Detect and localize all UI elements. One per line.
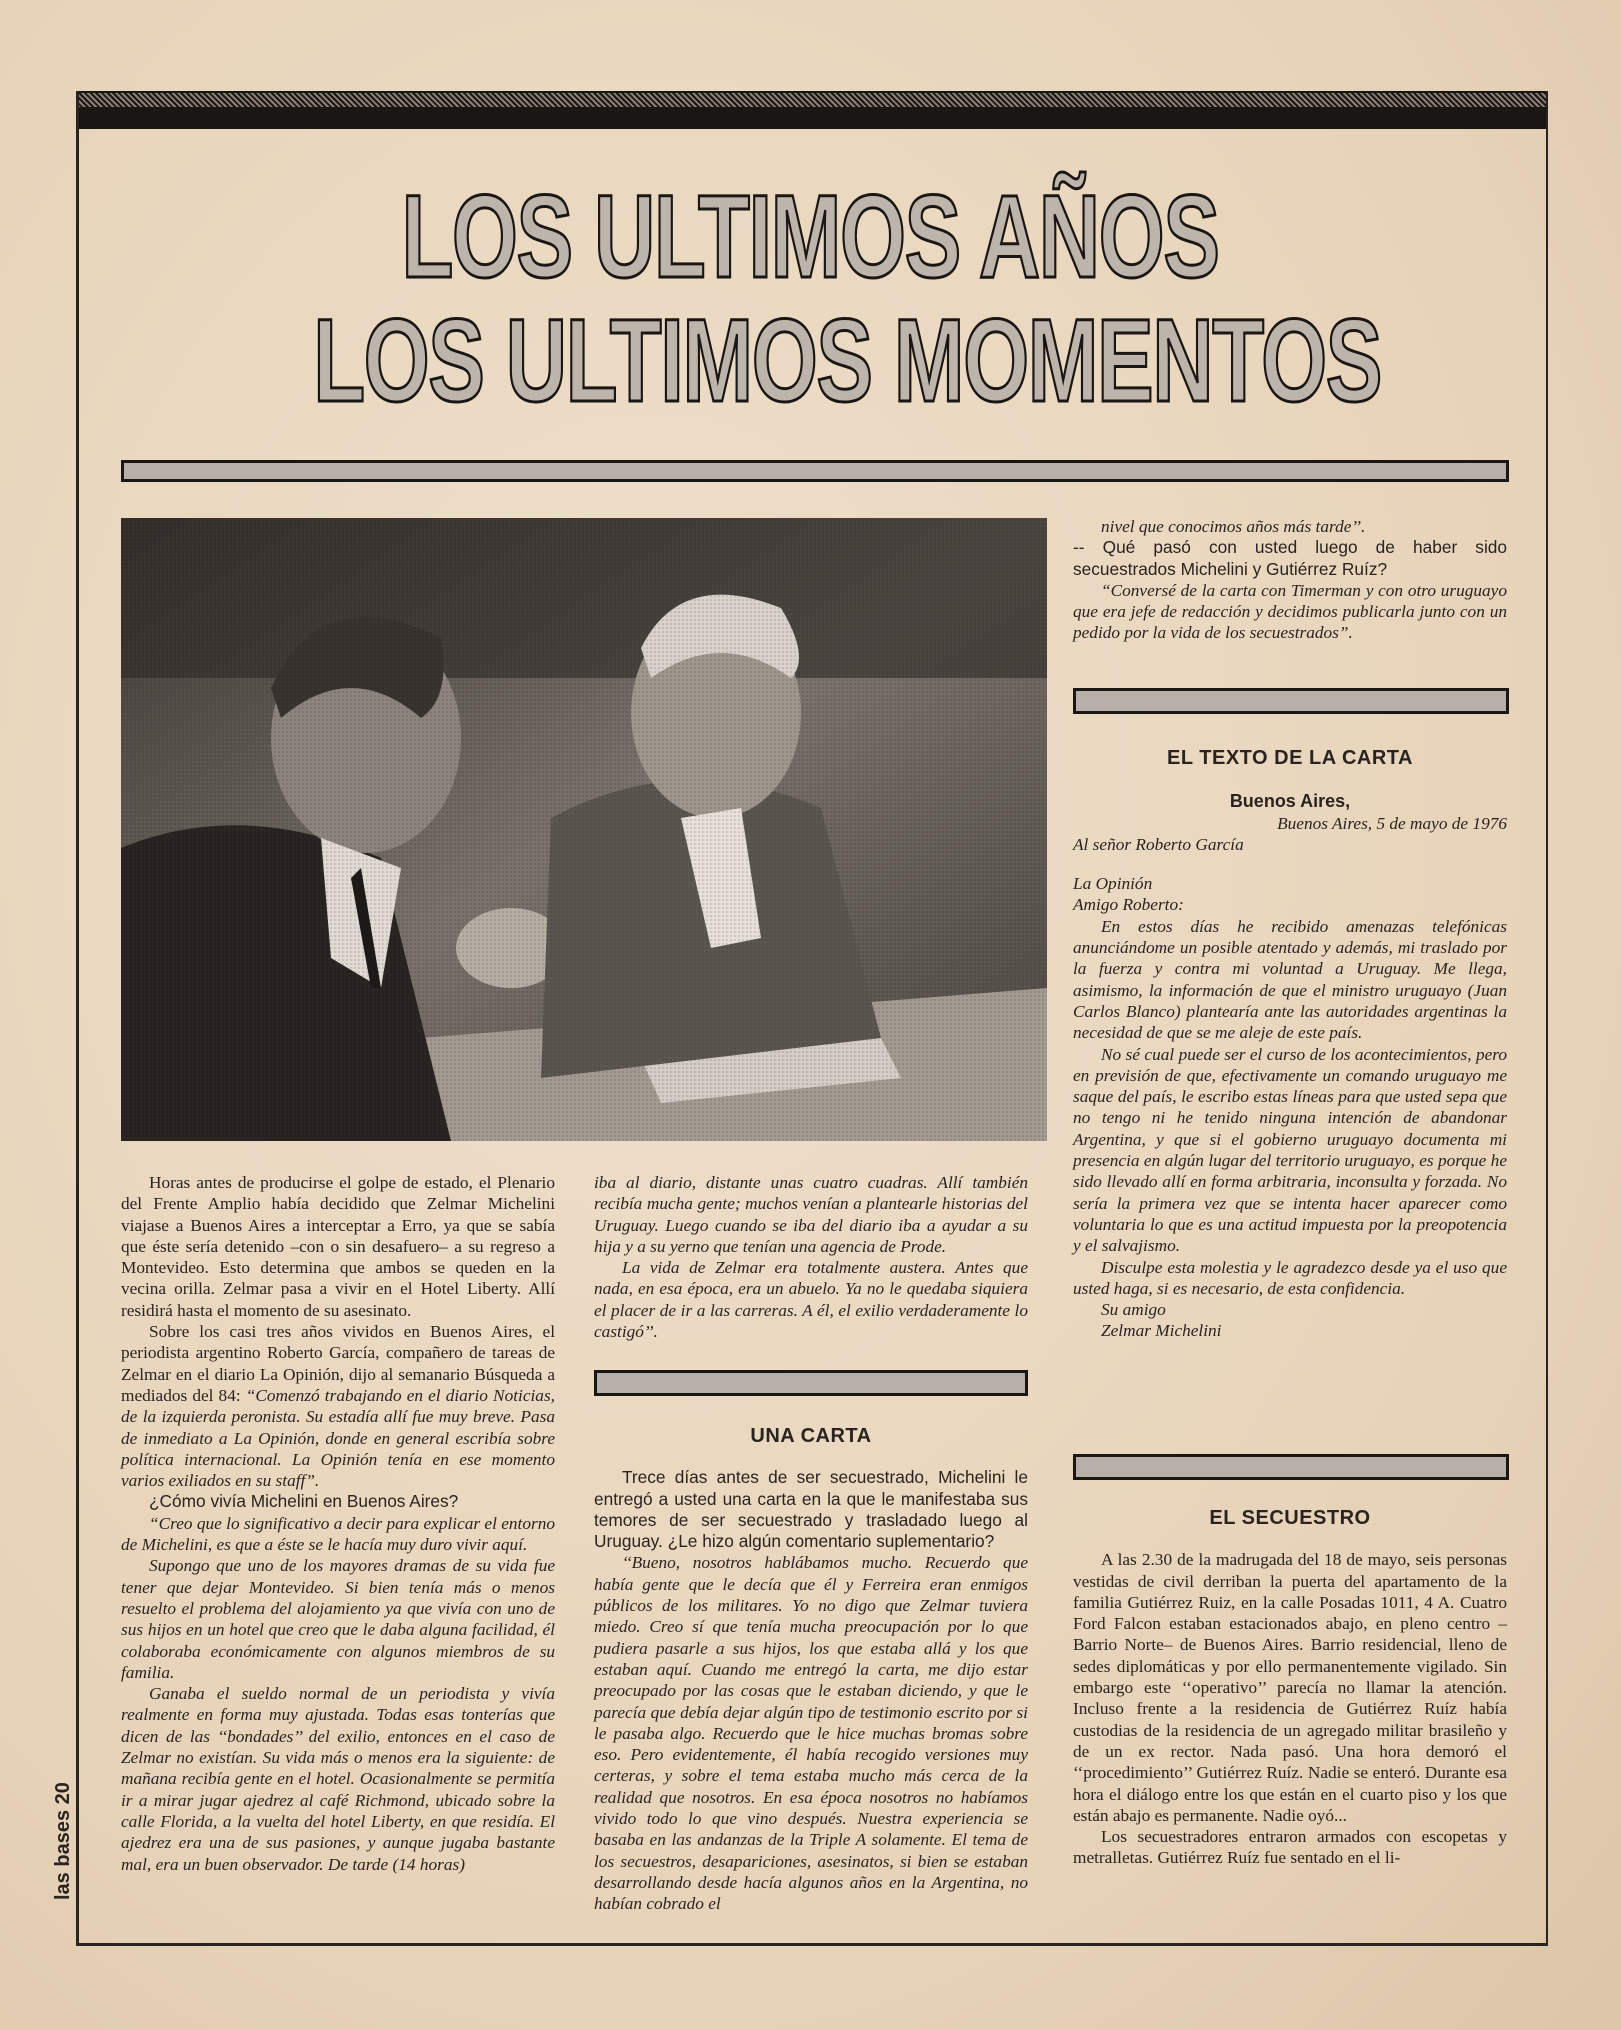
column-3-top [1073,516,1507,644]
quote-paragraph: Supongo que uno de los mayores dramas de su vida fue tener que dejar Montevideo. Si bien tenía más o menos resuelto el problema del alojamiento ya que vivía con uno de sus hijos en un hotel que creo que le daba alguna facilidad, él colaboraba económicamente con algunos miembros de su familia. [121,1556,555,1682]
una-carta-section [594,1426,1028,1915]
section-rule [1073,1454,1509,1480]
quote-paragraph: iba al diario, distante unas cuatro cuadras. Allí también recibía mucha gente; muchos venían a plantearle historias del Uruguay. Luego cuando se iba del diario iba a ayudar a su hija y a su yerno que tenían una agencia de Prode. [594,1173,1028,1256]
letter-paper: La Opinión [1073,874,1153,894]
column-2 [594,1172,1028,1342]
interview-question: ¿Cómo vivía Michelini en Buenos Aires? [149,1491,459,1512]
column-1 [121,1172,555,1875]
section-title: EL SECUESTRO [1209,1507,1371,1529]
letter-place: Buenos Aires, [1229,791,1351,812]
headline-line-1: LOS ULTIMOS AÑOS [401,171,1219,303]
paragraph: Horas antes de producirse el golpe de estado, el Plenario del Frente Amplio había decidido que Zelmar Michelini viajase a Buenos Aires a interceptar a Erro, ya que se sabía que éste sería detenido –con o sin desafuero– a su regreso a Montevideo. Esto determina que ambos se queden en la vecina orilla. Zelmar pasa a vivir en el Hotel Liberty. Allí residirá hasta el momento de su asesinato. [121,1173,555,1320]
quote-paragraph: ‘‘Bueno, nosotros hablábamos mucho. Recuerdo que había gente que le decía que él y Ferreira eran enmigos públicos de los militares. Yo no digo que Zelmar tuviera miedo. Creo sí que tenía mucha preocupación por lo que pudiera pasarle a sus hijos, los que estaba allá y los que estaban aquí. Cuando me entregó la carta, me dijo estar preocupado por las cosas que le estaban diciendo, y que le parecía que debía dejar algún tipo de testimonio escrito por si le pasaba algo. Recuerdo que le hice muchas bromas sobre eso. Pero evidentemente, él había recogido versiones muy certeras, y sobre el tema estaba mucho más cerca de la realidad que nosotros. En esa época nosotros no habíamos vivido todo lo que vino después. Nuestra experiencia se basaba en las andanzas de la Triple A solamente. El tema de los secuestros, desapariciones, asesinatos, si bien se estaban desarrollando desde hacía algunos años en la Argentina, no habían cobrado el [594,1553,1028,1914]
quote-text: “Comenzó trabajando en el diario Noticias, de la izquierda peronista. Su estadía allí fue muy breve. Pasa de inmediato a La Opinión, donde en general escribía sobre política internacional. La Opinión tenía en ese momento varios exiliados en su staff”. [121,1385,555,1491]
bullet-icon: ‐‐ [1073,537,1103,558]
letter-date: Buenos Aires, 5 de mayo de 1976 [1277,813,1507,833]
quote-paragraph: Ganaba el sueldo normal de un periodista y vivía realmente en forma muy ajustada. Todas esas tonterías que dicen de las ‘‘bondades’’ del exilio, entonces en el caso de Zelmar no existían. Su vida más o menos era la siguiente: de mañana recibía gente en el hotel. Ocasionalmente se permitía ir a mirar jugar ajedrez al café Richmond, ubicado sobre la calle Florida, a la vuelta del hotel Liberty, en que residía. El ajedrez era una de sus pasiones, y aunque jugaba bastante mal, era un buen observador. De tarde (14 horas) [121,1684,555,1874]
letter-recipient: Al señor Roberto García [1073,834,1244,854]
paragraph [121,1321,555,1491]
headline [313,171,1382,427]
interview-question: Trece días antes de ser secuestrado, Michelini le entregó a usted una carta en la que le manifestaba sus temores de ser secuestrado y trasladado luego al Uruguay. ¿Le hizo algún comentario suplementario? [594,1467,1028,1552]
quote-paragraph: nivel que conocimos años más tarde’’. [1101,517,1366,536]
secuestro-section [1073,1508,1507,1869]
letter-signature: Zelmar Michelini [1101,1321,1222,1341]
quote-paragraph: “Creo que lo significativo a decir para explicar el entorno de Michelini, es que a éste se le hacía muy duro vivir aquí. [121,1513,555,1555]
section-title: EL TEXTO DE LA CARTA [1167,747,1413,769]
headline-line-2: LOS ULTIMOS MOMENTOS [313,295,1382,427]
section-rule [1073,688,1509,714]
page-folio: las bases 20 [52,1782,74,1900]
section-title: UNA CARTA [750,1425,872,1447]
article-photo [121,518,1047,1141]
quote-paragraph: La vida de Zelmar era totalmente austera. Antes que nada, en esa época, era un abuelo. Ya no le quedaba siquiera el placer de ir a las carreras. A él, el exilio verdaderamente lo castigó’’. [594,1258,1028,1342]
letter-salutation: Amigo Roberto: [1073,895,1184,915]
letter-paragraph: En estos días he recibido amenazas telefónicas anunciándome un posible atentado y además, mi traslado por la fuerza y contra mi voluntad a Uruguay. Me llega, asimismo, la información de que el ministro uruguayo (Juan Carlos Blanco) plantearía ante las autoridades argentinas la necesidad de que se me aleje de este país. [1073,916,1507,1043]
section-rule [594,1370,1028,1396]
paragraph-text: Sobre los casi tres años vividos en Buenos Aires, el periodista argentino Roberto García, compañero de tareas de Zelmar en el diario La Opinión, dijo al semanario Búsqueda a mediados del 84: [121,1322,555,1405]
photo-two-men-talking-icon [121,518,1047,1141]
letter-paragraph: Disculpe esta molestia y le agradezco desde ya el uso que usted haga, si es necesario, de esta confidencia. [1073,1257,1507,1298]
letter-paragraph: No sé cual puede ser el curso de los acontecimientos, pero en previsión de que, efectivamente un comando uruguayo me saque del país, le escribo estas líneas para que usted sepa que no tengo ni he tenido ninguna intención de abandonar Argentina, y que si el gobierno uruguayo documenta mi presencia en algún lugar del territorio uruguayo, es porque he sido llevado allí en forma arbitraria, inconsulta y forzada. No sería la primera vez que se intenta hacer aparecer como voluntaria lo que es una actitud impuesta por la preopotencia y el salvajismo. [1073,1044,1507,1256]
paragraph: Los secuestradores entraron armados con escopetas y metralletas. Gutiérrez Ruíz fue sentado en el li- [1073,1827,1507,1868]
interview-question [1073,537,1507,580]
letter-closing: Su amigo [1101,1300,1166,1320]
quote-paragraph: “Conversé de la carta con Timerman y con otro uruguayo que era jefe de redacción y decidimos publicarla junto con un pedido por la vida de los secuestrados”. [1073,580,1507,643]
question-text: Qué pasó con usted luego de haber sido secuestrados Michelini y Gutiérrez Ruíz? [1073,537,1508,579]
carta-section [1073,748,1507,1342]
headline-rule [121,460,1509,482]
paragraph: A las 2.30 de la madrugada del 18 de mayo, seis personas vestidas de civil derriban la puerta del apartamento de la familia Gutiérrez Ruiz, en la calle Posadas 1011, 4 A. Cuatro Ford Falcon estaban estacionados abajo, en pleno centro –Barrio Norte– de Buenos Aires. Barrio residencial, lleno de sedes diplomáticas y por ello permanentemente vigilado. Sin embargo este ‘‘operativo’’ parecía no llamar la atención. Incluso frente a la residencia de Gutiérrez Ruíz había custodias de la residencia de un agregado militar brasileño y de un ex rector. Nada pasó. Una hora demoró el ‘‘procedimiento’’ Gutiérrez Ruíz. Nadie se enteró. Durante esa hora el diálogo entre los que están en el cuarto piso y los que están abajo es permanente. Nadie oyó... [1073,1550,1507,1825]
